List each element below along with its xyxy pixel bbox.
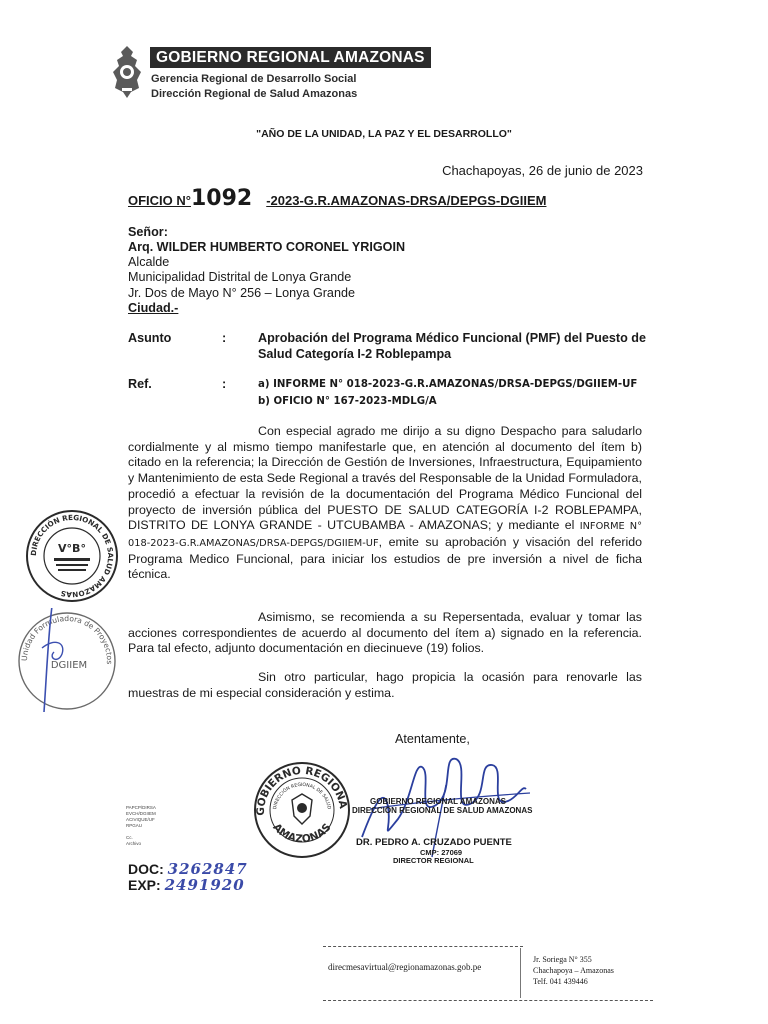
footer-email: direcmesavirtual@regionamazonas.gob.pe <box>328 962 482 972</box>
addressee-city: Ciudad.- <box>128 301 179 315</box>
p2-text: Asimismo, se recomienda a su Repersentada, evaluar y tomar las acciones correspondientes de acuerdo al documento del ítem a) signado en la referencia. Para tal efecto, adjunto documentación en diecinueve (19) folios. <box>128 610 642 656</box>
initials-line: Archivo <box>126 841 142 846</box>
doc-label: DOC: <box>128 861 164 877</box>
initials-line: Cc. <box>126 835 133 840</box>
initials-line: ACIVIQUE/UF <box>126 817 155 822</box>
government-title: GOBIERNO REGIONAL AMAZONAS <box>150 47 431 68</box>
p3-text: Sin otro particular, hago propicia la ocasión para renovarle las muestras de mi especial consideración y estima. <box>128 670 642 700</box>
svg-text:Unidad Formuladora de Proyecto <box>20 614 114 664</box>
footer-address-line-2: Chachapoya – Amazonas <box>533 966 614 975</box>
signature-org-line-2: DIRECCIÓN REGIONAL DE SALUD AMAZONAS <box>352 806 533 815</box>
asunto-text: Aprobación del Programa Médico Funcional (PMF) del Puesto de Salud Categoría I-2 Roblepampa <box>258 331 646 361</box>
formulating-unit-stamp <box>14 608 120 714</box>
p1-text-a: Con especial agrado me dirijo a su digno Despacho para saludarlo cordialmente y al mismo tiempo manifestarle que, en atención al documento del ítem b) citado en la referencia; la Dirección de Gestión de Inversiones, Infraestructura, Equipamiento y Mantenimiento de esta Sede Regional a través del Responsable de la Unidad Formuladora, procedió a efectuar la revisión de la documentación del Programa Médico Funcional del proyecto de inversión pública del PUESTO DE SALUD CATEGORÍA I-2 ROBLEPAMPA, DISTRITO DE LONYA GRANDE - UTCUBAMBA - AMAZONAS; y mediante el <box>128 424 642 533</box>
salutation: Señor: <box>128 225 168 239</box>
exp-tracking <box>128 876 245 894</box>
footer-address-line-1: Jr. Soriega N° 355 <box>533 955 592 964</box>
approval-stamp <box>24 508 120 604</box>
body-paragraph-1 <box>128 424 642 583</box>
addressee-entity: Municipalidad Distrital de Lonya Grande <box>128 270 352 284</box>
p1-text-b: , emite su aprobación y visación del referido Programa Medico Funcional, para iniciar los estudios de pre inversión a nivel de ficha técnica. <box>128 534 642 582</box>
addressee-role: Alcalde <box>128 255 170 269</box>
oficio-number: 1092 <box>190 186 253 211</box>
seal-ring-top: GOBIERNO REGIONA <box>254 764 349 816</box>
ref-item-b: b) OFICIO N° 167-2023-MDLG/A <box>258 396 437 407</box>
approval-stamp-center: V°B° <box>58 542 86 555</box>
signatory-cmp: CMP: 27069 <box>420 848 463 857</box>
ref-label: Ref. <box>128 377 152 391</box>
header-subtitle-direccion: Dirección Regional de Salud Amazonas <box>151 88 358 100</box>
signatory-name: DR. PEDRO A. CRUZADO PUENTE <box>356 837 512 848</box>
asunto-colon: : <box>222 331 227 345</box>
initials-line: RPGAU <box>126 823 143 828</box>
seal-ring-bottom: AMAZONAS <box>270 821 334 846</box>
signature-org-line-1: GOBIERNO REGIONAL AMAZONAS <box>370 797 507 806</box>
p1-inline-ref: INFORME N° 018-2023-G.R.AMAZONAS/DRSA-DEPGS/DGIIEM-UF <box>128 521 642 549</box>
body-paragraph-3 <box>128 670 642 701</box>
footer-vertical-divider <box>520 948 521 998</box>
oficio-suffix: -2023-G.R.AMAZONAS-DRSA/DEPGS-DGIIEM <box>266 193 547 208</box>
footer-divider-bottom <box>323 1000 653 1001</box>
dateline: Chachapoyas, 26 de junio de 2023 <box>442 163 643 178</box>
year-motto: "AÑO DE LA UNIDAD, LA PAZ Y EL DESARROLLO" <box>256 128 512 140</box>
initials-line: PAPCP/DIRSA <box>126 805 156 810</box>
oficio-reference <box>128 186 546 211</box>
addressee-address: Jr. Dos de Mayo N° 256 – Lonya Grande <box>128 286 355 300</box>
exp-label: EXP: <box>128 877 161 893</box>
asunto-label: Asunto <box>128 331 172 345</box>
oficio-prefix: OFICIO N° <box>128 193 191 208</box>
signatory-role: DIRECTOR REGIONAL <box>393 856 474 865</box>
regional-crest-logo <box>110 44 144 100</box>
ref-item-a: a) INFORME N° 018-2023-G.R.AMAZONAS/DRSA-DEPGS/DGIIEM-UF <box>258 379 638 390</box>
ref-colon: : <box>222 377 227 391</box>
doc-number-handwritten: 3262847 <box>167 860 248 878</box>
footer-phone: Telf. 041 439446 <box>533 977 588 986</box>
regional-government-seal <box>252 760 352 860</box>
initials-line: EVCH/DGIIEM <box>126 811 156 816</box>
footer-divider <box>323 946 523 947</box>
formulating-unit-center: DGIIEM <box>50 660 88 671</box>
formulating-unit-ring-text: Unidad Formuladora de Proyectos <box>19 613 115 665</box>
body-paragraph-2 <box>128 610 642 657</box>
closing: Atentamente, <box>395 732 470 746</box>
exp-number-handwritten: 2491920 <box>164 876 245 894</box>
header-subtitle-gerencia: Gerencia Regional de Desarrollo Social <box>151 73 357 85</box>
approval-stamp-ring-text: DIRECCIÓN REGIONAL DE SALUD AMAZONAS <box>28 512 116 600</box>
seal-ring-inner: DIRECCIÓN REGIONAL DE SALUD <box>273 782 331 810</box>
addressee-name: Arq. WILDER HUMBERTO CORONEL YRIGOIN <box>128 240 406 254</box>
svg-text:DIRECCIÓN REGIONAL DE SALUD AM <box>29 513 115 599</box>
